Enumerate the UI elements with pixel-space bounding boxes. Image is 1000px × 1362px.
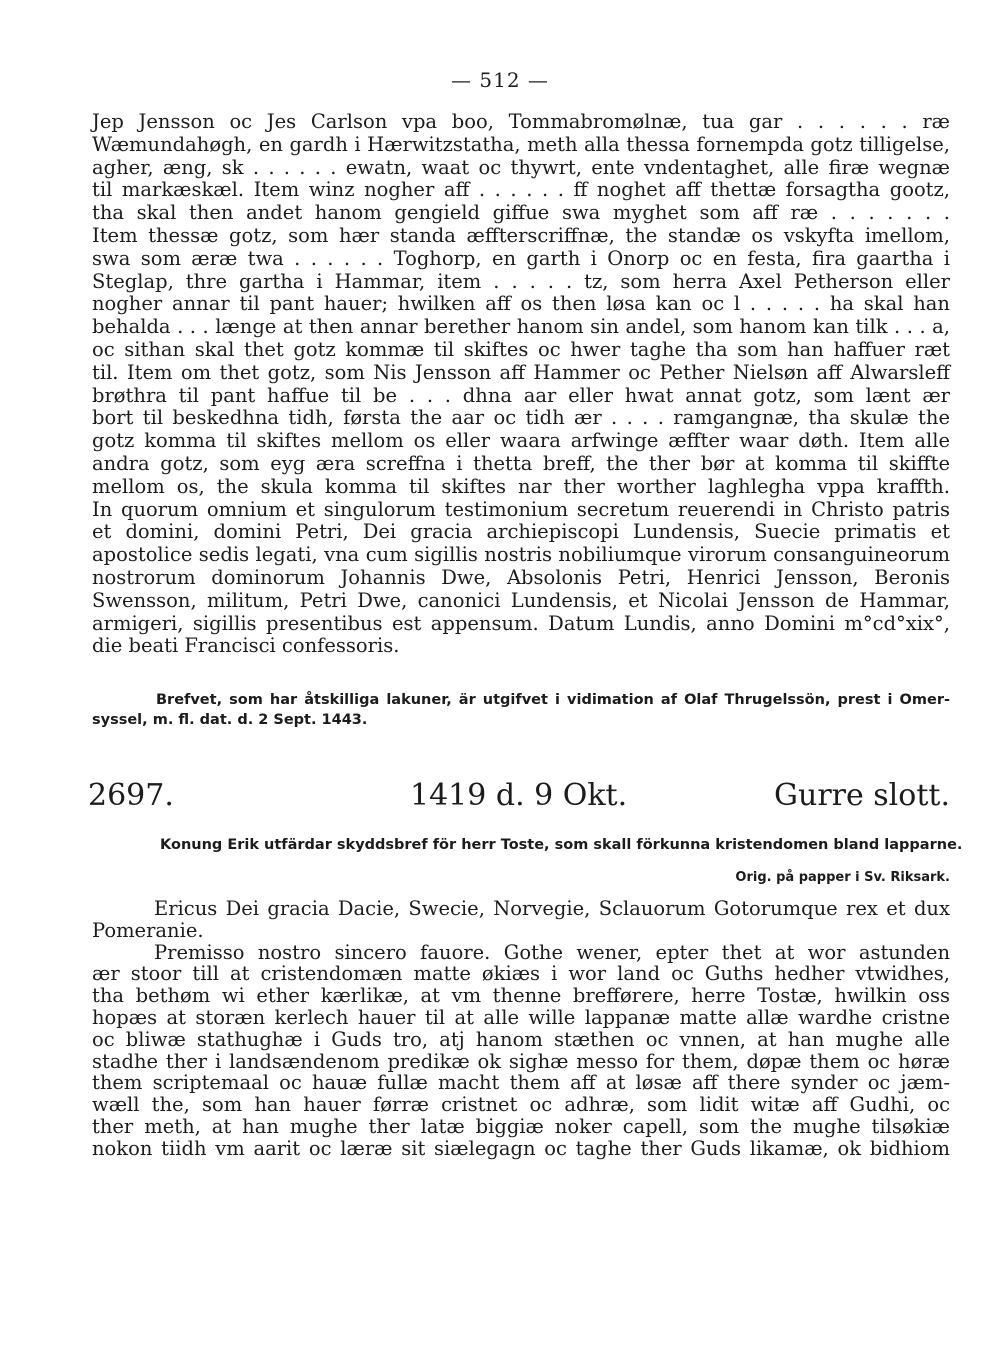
text-line: Pomeranie. bbox=[92, 918, 204, 942]
text-line: armigeri, sigillis presentibus est appensum. Datum Lundis, anno Domini m°cd°xix°, bbox=[92, 611, 950, 635]
text-line: andra gotz, som eyg æra screffna i thetta breff, the ther bør at komma til skiffte bbox=[92, 451, 950, 475]
text-line: die beati Francisci confessoris. bbox=[92, 634, 400, 658]
letter-text-continued bbox=[92, 111, 950, 658]
note-line: syssel, m. fl. dat. d. 2 Sept. 1443. bbox=[92, 712, 368, 728]
note-line: Brefvet, som har åtskilliga lakuner, är utgifvet i vidimation af Olaf Thrugelssön, prest i Omer- bbox=[156, 692, 950, 708]
document-summary bbox=[92, 835, 963, 855]
text-line: til. Item om thet gotz, som Nis Jensson aff Hammer oc Pether Nielsøn aff Alwarsleff bbox=[92, 360, 950, 384]
text-line: behalda . . . længe at then annar berether hanom sin andel, som hanom kan tilk . . . a, bbox=[92, 315, 950, 339]
editorial-note bbox=[92, 690, 950, 730]
text-line: Wæmundahøgh, en gardh i Hærwitzstatha, meth alla thessa fornempda gotz tilligelse, bbox=[92, 132, 950, 156]
text-line: Swensson, militum, Petri Dwe, canonici Lundensis, et Nicolai Jensson de Hammar, bbox=[92, 588, 950, 612]
text-line: swa som æræ twa . . . . . . Toghorp, en garth i Onorp oc en festa, fira gaartha i bbox=[92, 246, 950, 270]
document-number: 2697. bbox=[88, 778, 174, 813]
text-line: nogher annar til pant hauer; hwilken aff os then løsa kan oc l . . . . . ha skal han bbox=[92, 292, 950, 316]
text-line: agher, æng, sk . . . . . . ewatn, waat oc thywrt, ente vndentaghet, alle firæ wegnæ bbox=[92, 155, 950, 179]
text-line: nokon tiidh vm aarit oc læræ sit siælegagn oc taghe ther Guds likamæ, ok bidhiom bbox=[92, 1136, 950, 1160]
text-line: tha bethøm wi ether kærlikæ, at vm thenne brefførere, herre Tostæ, hwilkin oss bbox=[92, 984, 950, 1008]
text-line: hopæs at storæn kerlech hauer til at alle wille lappanæ matte allæ wardhe cristne bbox=[92, 1005, 950, 1029]
text-line: brøthra til pant haffue til be . . . dhna aar eller hwat annat gotz, som lænt ær bbox=[92, 383, 950, 407]
text-line: tha skal then andet hanom gengield giffue swa myghet som aff ræ . . . . . . . bbox=[92, 201, 950, 225]
source-note: Orig. på papper i Sv. Riksark. bbox=[735, 870, 950, 885]
text-line: stadhe ther i landsændenom predikæ ok sighæ messo for them, døpæ them oc høræ bbox=[92, 1049, 950, 1073]
text-line: wæll the, som han hauer førræ cristnet oc adhræ, som lidit witæ aff Gudhi, oc bbox=[92, 1093, 950, 1117]
text-line: Premisso nostro sincero fauore. Gothe wener, epter thet at wor astunden bbox=[154, 940, 950, 964]
text-line: bort til beskedhna tidh, førsta the aar oc tidh ær . . . . ramgangnæ, tha skulæ the bbox=[92, 406, 950, 430]
document-heading bbox=[88, 778, 950, 822]
text-line: Item thessæ gotz, som hær standa æffterscriffnæ, the standæ os vskyfta imellom, bbox=[92, 223, 950, 247]
page-number: — 512 — bbox=[451, 68, 549, 92]
text-line: ær stoor till at cristendomæn matte økiæs i wor land oc Guths hedher vtwidhes, bbox=[92, 962, 950, 986]
text-line: them scriptemaal oc hauæ fullæ macht them aff at løsæ aff there synder oc jæm- bbox=[92, 1071, 950, 1095]
text-line: oc sithan skal thet gotz kommæ til skiftes oc hwer taghe tha som han haffuer ræt bbox=[92, 337, 950, 361]
text-line: Ericus Dei gracia Dacie, Swecie, Norvegie, Sclauorum Gotorumque rex et dux bbox=[154, 897, 950, 920]
summary-line: Konung Erik utfärdar skyddsbref för herr Toste, som skall förkunna kristendomen bland lapparne. bbox=[160, 837, 963, 853]
text-line: ther meth, at han mughe ther latæ biggiæ noker capell, som the mughe tilsøkiæ bbox=[92, 1114, 950, 1138]
text-line: apostolice sedis legati, vna cum sigillis nostris nobiliumque virorum consanguineorum bbox=[92, 543, 950, 567]
letter-text bbox=[92, 898, 950, 1160]
text-line: Steglap, thre gartha i Hammar, item . . . . . tz, som herra Axel Petherson eller bbox=[92, 269, 950, 293]
document-date: 1419 d. 9 Okt. bbox=[410, 778, 628, 813]
document-place: Gurre slott. bbox=[774, 778, 950, 813]
text-line: Jep Jensson oc Jes Carlson vpa boo, Tommabromølnæ, tua gar . . . . . . ræ bbox=[92, 110, 950, 133]
text-line: In quorum omnium et singulorum testimonium secretum reuerendi in Christo patris bbox=[92, 497, 950, 521]
text-line: et domini, domini Petri, Dei gracia archiepiscopi Lundensis, Suecie primatis et bbox=[92, 520, 950, 544]
text-line: gotz komma til skiftes mellom os eller waara arfwinge æffter waar døth. Item alle bbox=[92, 429, 950, 453]
text-line: oc bliwæ stathughæ i Guds tro, atj hanom stæthen oc vnnen, at han mughe alle bbox=[92, 1027, 950, 1051]
text-line: til markæskæl. Item winz nogher aff . . . . . . ff noghet aff thettæ forsagtha gootz, bbox=[92, 178, 950, 202]
text-line: mellom os, the skula komma til skiftes nar ther worther laghlegha vppa kraffth. bbox=[92, 474, 950, 498]
text-line: nostrorum dominorum Johannis Dwe, Absolonis Petri, Henrici Jensson, Beronis bbox=[92, 565, 950, 589]
